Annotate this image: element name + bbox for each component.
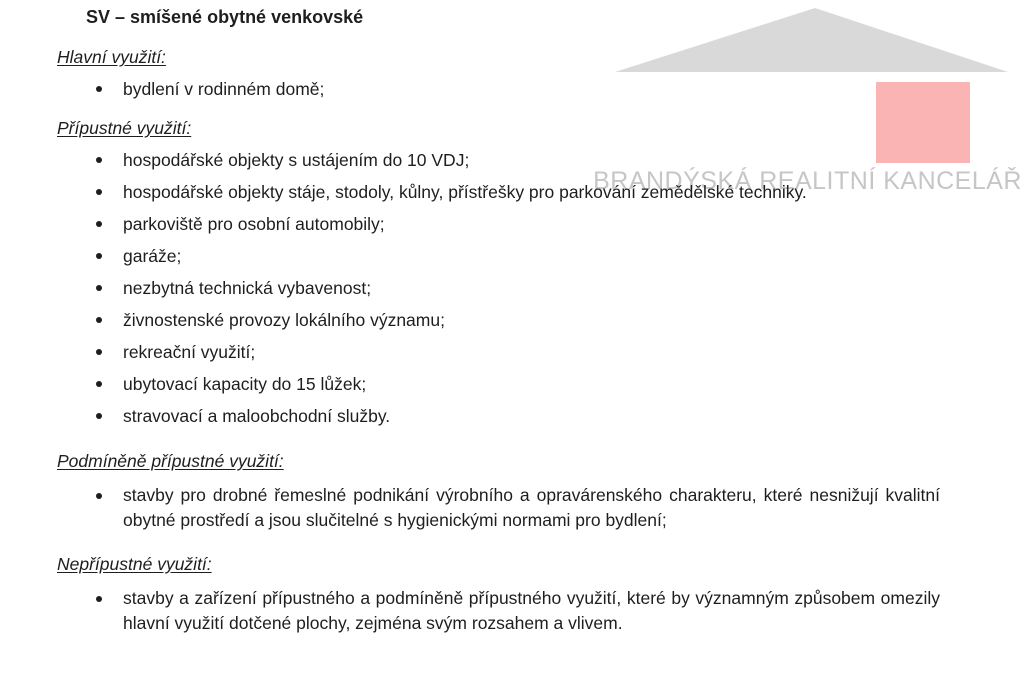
- list-item-text: hospodářské objekty s ustájením do 10 VDJ;: [123, 150, 470, 170]
- section-heading: [57, 554, 1024, 574]
- bullet-icon: [96, 157, 102, 163]
- list-item: [0, 182, 1024, 202]
- list-item-text: stavby pro drobné řemeslné podnikání výrobního a opravárenského charakteru, které nesnižují kvalitní obytné prostředí a jsou slučitelné s hygienickými normami pro bydlení;: [123, 485, 940, 530]
- section: [0, 554, 1024, 636]
- list-item-text: rekreační využití;: [123, 342, 256, 362]
- list-item: [0, 406, 1024, 426]
- list-item-text: hospodářské objekty stáje, stodoly, kůlny, přístřešky pro parkování zemědělské techniky.: [123, 182, 807, 202]
- bullet-icon: [96, 317, 102, 323]
- list-item: [0, 246, 1024, 266]
- section: [0, 451, 1024, 533]
- watermark-text: BRANDÝSKÁ REALITNÍ KANCELÁŘ: [593, 167, 1022, 195]
- section-list: [0, 79, 1024, 99]
- bullet-icon: [96, 221, 102, 227]
- bullet-icon: [96, 413, 102, 419]
- section-list: [0, 150, 1024, 426]
- list-item: [0, 342, 1024, 362]
- list-item: [0, 150, 1024, 170]
- list-item-text: živnostenské provozy lokálního významu;: [123, 310, 445, 330]
- section: [0, 118, 1024, 426]
- list-item: [0, 374, 1024, 394]
- list-item: [0, 586, 1024, 636]
- section-heading: [57, 118, 1024, 138]
- section-heading: [57, 47, 1024, 67]
- section-heading-text: Přípustné využití:: [57, 118, 192, 138]
- bullet-icon: [96, 381, 102, 387]
- bullet-icon: [96, 285, 102, 291]
- list-item: [0, 278, 1024, 298]
- page-title: SV – smíšené obytné venkovské: [86, 7, 364, 27]
- list-item-text: parkoviště pro osobní automobily;: [123, 214, 385, 234]
- list-item: [0, 483, 1024, 533]
- list-item-text: garáže;: [123, 246, 182, 266]
- list-item: [0, 214, 1024, 234]
- section-list: [0, 586, 1024, 636]
- list-item-text: bydlení v rodinném domě;: [123, 79, 325, 99]
- list-item: [0, 310, 1024, 330]
- bullet-icon: [96, 253, 102, 259]
- list-item: [0, 79, 1024, 99]
- bullet-icon: [96, 596, 102, 602]
- section-heading-text: Podmíněně přípustné využití:: [57, 451, 284, 471]
- section-heading-text: Nepřípustné využití:: [57, 554, 212, 574]
- bullet-icon: [96, 493, 102, 499]
- list-item-text: ubytovací kapacity do 15 lůžek;: [123, 374, 367, 394]
- list-item-text: nezbytná technická vybavenost;: [123, 278, 372, 298]
- section-list: [0, 483, 1024, 533]
- bullet-icon: [96, 86, 102, 92]
- section: [0, 47, 1024, 99]
- list-item-text: stavby a zařízení přípustného a podmíněně přípustného využití, které by významným způsobem omezily hlavní využití dotčené plochy, zejména svým rozsahem a vlivem.: [123, 588, 940, 633]
- section-heading: [57, 451, 1024, 471]
- list-item-text: stravovací a maloobchodní služby.: [123, 406, 391, 426]
- sections-container: [0, 47, 1024, 636]
- bullet-icon: [96, 189, 102, 195]
- bullet-icon: [96, 349, 102, 355]
- section-heading-text: Hlavní využití:: [57, 47, 166, 67]
